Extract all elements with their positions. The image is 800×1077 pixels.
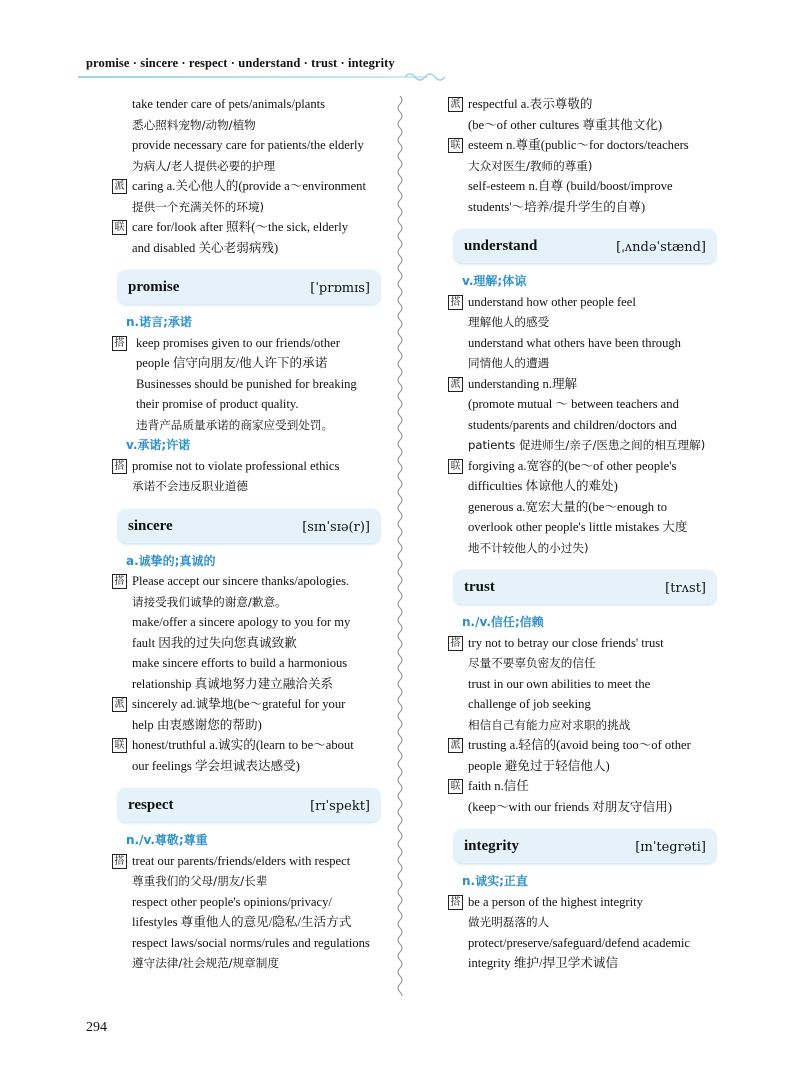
part-of-speech: n.诺言;承诺 xyxy=(126,315,192,329)
text-line: 悉心照料宠物/动物/植物 xyxy=(132,117,256,132)
text-line: 请接受我们诚挚的谢意/歉意。 xyxy=(132,594,287,609)
headword-box-integrity xyxy=(454,829,716,863)
phonetic: [ɪnˈtegrəti] xyxy=(635,840,706,855)
text-line: patients 促进师生/亲子/医患之间的相互理解) xyxy=(468,438,706,452)
text-line: 相信自己有能力应对求职的挑战 xyxy=(468,717,631,732)
headword: sincere xyxy=(128,517,173,534)
collocation-entry: 搭 understand how other people feel xyxy=(448,292,718,313)
text-line: 地不计较他人的小过失) xyxy=(468,540,589,555)
phonetic: [ˌʌndəˈstænd] xyxy=(616,240,706,255)
text-line: people 避免过于轻信他人) xyxy=(468,758,610,773)
headword: trust xyxy=(464,579,495,595)
text-line: 尊重我们的父母/朋友/长辈 xyxy=(132,874,268,888)
link-tag: 联 xyxy=(112,738,127,753)
derivative-tag: 派 xyxy=(112,179,127,194)
derivative-tag: 派 xyxy=(448,97,463,112)
collocation-entry: 搭 promise not to violate professional ethics xyxy=(112,456,382,477)
part-of-speech: v.理解;体谅 xyxy=(462,274,527,288)
page-header: promise · sincere · respect · understand · trust · integrity xyxy=(86,56,395,70)
text-line: 遵守法律/社会规范/规章制度 xyxy=(132,956,279,970)
text-line: 大众对医生/教师的尊重) xyxy=(468,158,593,173)
collocation-tag: 搭 xyxy=(112,459,127,474)
text-line: 提供一个充满关怀的环境) xyxy=(132,199,265,214)
headword: integrity xyxy=(464,838,519,854)
link-tag: 联 xyxy=(448,138,463,153)
text-line: 为病人/老人提供必要的护理 xyxy=(132,158,276,173)
phonetic: [trʌst] xyxy=(665,581,706,596)
text-line: 同情他人的遭遇 xyxy=(468,356,550,370)
header-wave-ornament xyxy=(405,70,445,84)
link-tag: 联 xyxy=(448,779,463,794)
page-number: 294 xyxy=(86,1020,107,1035)
text-line: make/offer a sincere apology to you for my xyxy=(132,615,351,629)
left-column xyxy=(112,94,382,974)
text-line: trust in our own abilities to meet the xyxy=(468,676,651,691)
text-line: overlook other people's little mistakes 大度 xyxy=(468,520,688,534)
text-line: difficulties 体谅他人的难处) xyxy=(468,479,618,493)
text-line: students'～培养/提升学生的自尊) xyxy=(468,199,646,214)
text-line: (promote mutual ～ between teachers and xyxy=(468,397,679,411)
collocation-entry: 搭 keep promises given to our friends/other xyxy=(112,333,382,354)
text-line: lifestyles 尊重他人的意见/隐私/生活方式 xyxy=(132,915,352,929)
text-line: relationship 真诚地努力建立融洽关系 xyxy=(132,676,334,691)
part-of-speech: n./v.信任;信赖 xyxy=(462,615,544,629)
text-line: 违背产品质量承诺的商家应受到处罚。 xyxy=(136,417,334,432)
collocation-tag: 搭 xyxy=(112,854,127,869)
collocation-tag: 搭 xyxy=(448,895,463,910)
text-line: 承诺不会违反职业道德 xyxy=(132,479,248,493)
headword-box-promise xyxy=(118,270,380,304)
text-line: take tender care of pets/animals/plants xyxy=(132,97,326,111)
collocation-entry: 搭 Please accept our sincere thanks/apologies. xyxy=(112,571,382,592)
text-line: help 由衷感谢您的帮助) xyxy=(132,717,262,732)
collocation-tag: 搭 xyxy=(112,574,127,589)
collocation-entry: 搭 treat our parents/friends/elders with respect xyxy=(112,851,382,872)
text-line: people 信守向朋友/他人许下的承诺 xyxy=(136,356,328,370)
text-line: self-esteem n.自尊 (build/boost/improve xyxy=(468,179,673,193)
text-line: protect/preserve/safeguard/defend academic xyxy=(468,935,691,950)
text-line: (be～of other cultures 尊重其他文化) xyxy=(468,117,663,132)
collocation-tag: 搭 xyxy=(112,336,127,351)
text-line: provide necessary care for patients/the elderly xyxy=(132,138,364,152)
text-line: generous a.宽宏大量的(be～enough to xyxy=(468,499,668,514)
collocation-entry: 搭 try not to betray our close friends' trust xyxy=(448,633,718,654)
column-divider xyxy=(395,96,405,996)
collocation-tag: 搭 xyxy=(448,636,463,651)
link-tag: 联 xyxy=(448,459,463,474)
text-line: students/parents and children/doctors and xyxy=(468,417,677,432)
headword-box-sincere xyxy=(118,509,380,543)
text-line: and disabled 关心老弱病残) xyxy=(132,240,279,255)
text-line: 做光明磊落的人 xyxy=(468,915,550,929)
derivative-entry: 派 caring a.关心他人的(provide a～environment xyxy=(112,176,382,197)
derivative-entry: 派 understanding n.理解 xyxy=(448,374,718,395)
headword: respect xyxy=(128,797,174,813)
text-line: their promise of product quality. xyxy=(136,397,299,411)
header-rule xyxy=(78,76,428,78)
phonetic: [sɪnˈsɪə(r)] xyxy=(302,519,370,535)
headword-box-trust xyxy=(454,570,716,604)
collocation-entry: 搭 be a person of the highest integrity xyxy=(448,892,718,913)
text-line: integrity 维护/捍卫学术诚信 xyxy=(468,956,619,970)
derivative-tag: 派 xyxy=(448,738,463,753)
link-entry: 联 forgiving a.宽容的(be～of other people's xyxy=(448,456,718,477)
link-tag: 联 xyxy=(112,220,127,235)
text-line: challenge of job seeking xyxy=(468,697,591,711)
derivative-entry: 派 sincerely ad.诚挚地(be～grateful for your xyxy=(112,694,382,715)
headword-box-understand xyxy=(454,229,716,263)
link-entry: 联 esteem n.尊重(public～for doctors/teachers xyxy=(448,135,718,156)
phonetic: [rɪˈspekt] xyxy=(310,799,370,814)
derivative-tag: 派 xyxy=(112,697,127,712)
text-line: fault 因我的过失向您真诚致歉 xyxy=(132,635,297,650)
part-of-speech: n.诚实;正直 xyxy=(462,874,528,888)
right-column xyxy=(448,94,718,974)
text-line: Businesses should be punished for breaking xyxy=(136,376,357,391)
link-entry: 联 faith n.信任 xyxy=(448,776,718,797)
text-line: our feelings 学会坦诚表达感受) xyxy=(132,758,300,773)
headword: promise xyxy=(128,279,180,295)
collocation-tag: 搭 xyxy=(448,295,463,310)
part-of-speech: n./v.尊敬;尊重 xyxy=(126,833,208,847)
part-of-speech: v.承诺;许诺 xyxy=(126,438,191,452)
text-line: respect other people's opinions/privacy/ xyxy=(132,894,332,909)
link-entry: 联 care for/look after 照料(～the sick, elderly xyxy=(112,217,382,238)
text-line: make sincere efforts to build a harmonious xyxy=(132,656,348,670)
headword: understand xyxy=(464,238,538,254)
part-of-speech: a.诚挚的;真诚的 xyxy=(126,553,216,568)
text-line: (keep～with our friends 对朋友守信用) xyxy=(468,799,672,814)
link-entry: 联 honest/truthful a.诚实的(learn to be～about xyxy=(112,735,382,756)
text-line: 尽量不要辜负密友的信任 xyxy=(468,656,596,670)
text-line: 理解他人的感受 xyxy=(468,315,550,329)
headword-box-respect xyxy=(118,788,380,822)
text-line: understand what others have been through xyxy=(468,335,681,350)
derivative-tag: 派 xyxy=(448,377,463,392)
phonetic: [ˈprɒmɪs] xyxy=(310,281,370,296)
derivative-entry: 派 trusting a.轻信的(avoid being too～of other xyxy=(448,735,718,756)
derivative-entry: 派 respectful a.表示尊敬的 xyxy=(448,94,718,115)
text-line: respect laws/social norms/rules and regulations xyxy=(132,935,370,950)
